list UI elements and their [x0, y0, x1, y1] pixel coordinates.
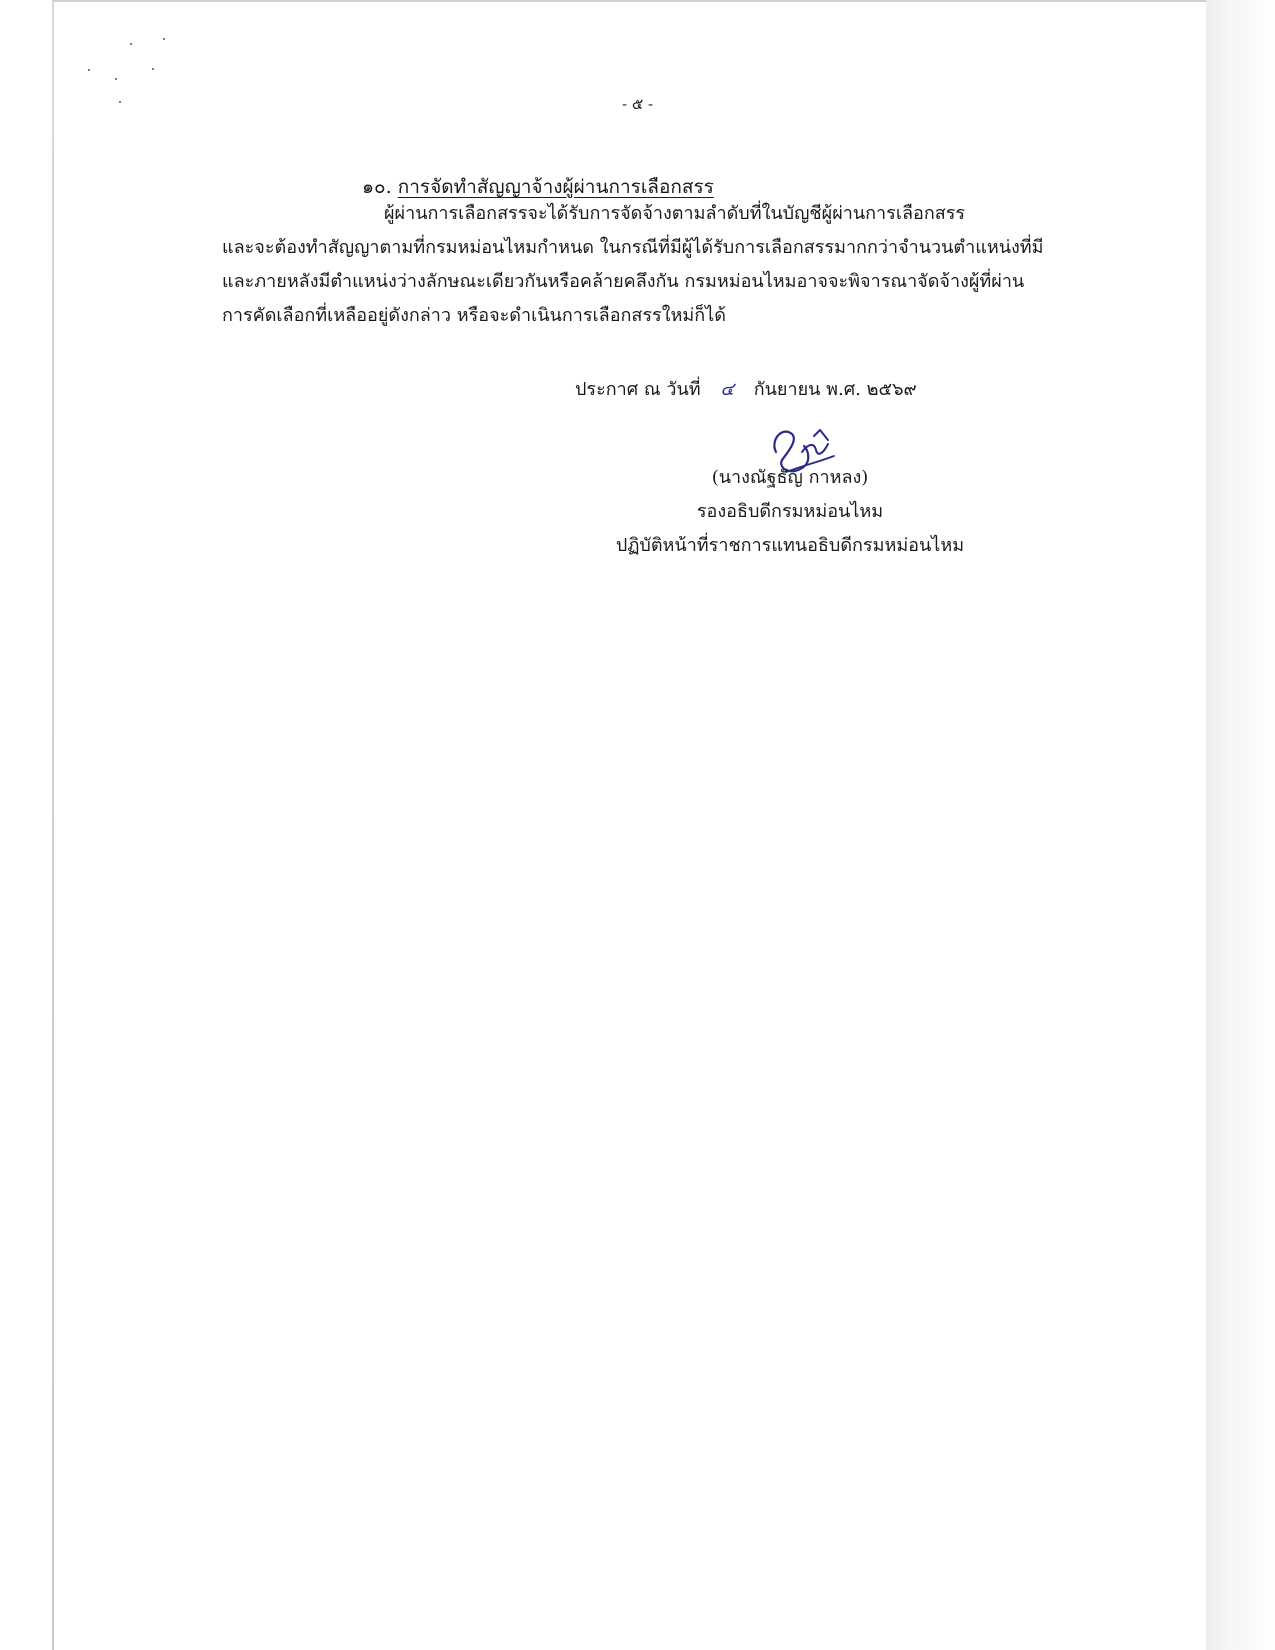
paragraph-line: ผู้ผ่านการเลือกสรรจะได้รับการจัดจ้างตามลำดับที่ในบัญชีผู้ผ่านการเลือกสรร — [384, 203, 966, 224]
paragraph-line: และจะต้องทำสัญญาตามที่กรมหม่อนไหมกำหนด ในกรณีที่มีผู้ได้รับการเลือกสรรมากกว่าจำนวนตำแหน่งที่มี — [222, 237, 1044, 258]
announcement-prefix: ประกาศ ณ วันที่ — [575, 379, 701, 400]
paragraph-line: และภายหลังมีตำแหน่งว่างลักษณะเดียวกันหรือคล้ายคลึงกัน กรมหม่อนไหมอาจจะพิจารณาจัดจ้างผู้ที่ผ่าน — [222, 271, 1025, 292]
signer-name: (นางณัฐธัญ กาหลง) — [711, 467, 869, 488]
body-paragraph — [222, 197, 1102, 333]
scan-edge-left — [52, 0, 54, 1650]
announcement-day: ๔ — [720, 379, 734, 400]
page-number: - ๕ - — [621, 95, 654, 113]
section-title: การจัดทำสัญญาจ้างผู้ผ่านการเลือกสรร — [397, 176, 714, 198]
announcement-date — [575, 374, 917, 403]
signer-acting-role: ปฏิบัติหน้าที่ราชการแทนอธิบดีกรมหม่อนไหม — [615, 535, 965, 556]
scan-edge-top — [54, 0, 1206, 2]
scan-speck — [163, 38, 165, 40]
signer-position: รองอธิบดีกรมหม่อนไหม — [696, 501, 884, 522]
scan-speck — [115, 78, 117, 80]
scan-speck — [130, 43, 132, 45]
section-number: ๑๐. — [362, 176, 392, 198]
paragraph-line: การคัดเลือกที่เหลืออยู่ดังกล่าว หรือจะดำเนินการเลือกสรรใหม่ก็ได้ — [222, 305, 726, 326]
announcement-month-year: กันยายน พ.ศ. ๒๕๖๙ — [753, 379, 917, 400]
scan-edge-right — [1206, 0, 1275, 1650]
scan-speck — [88, 69, 90, 71]
scan-speck — [152, 68, 154, 70]
